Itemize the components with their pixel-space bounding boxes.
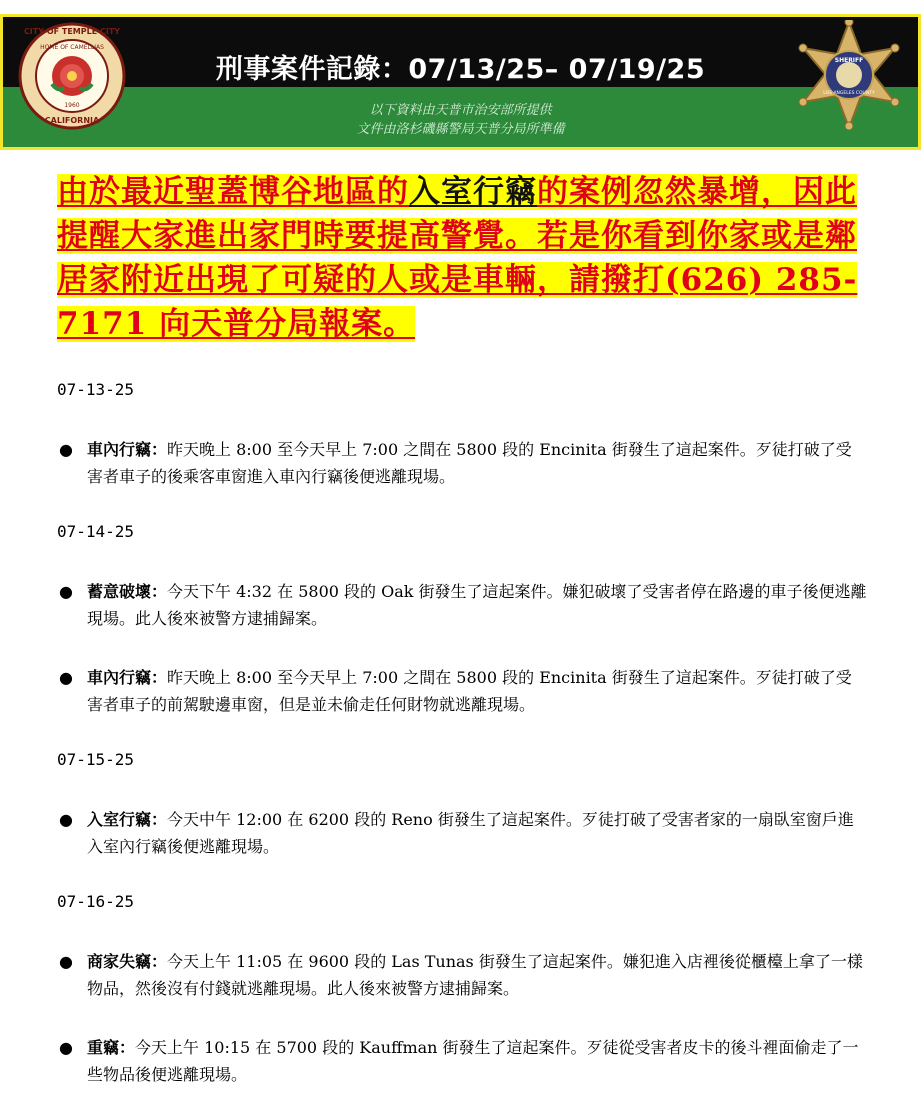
- seal-bottom-text: CALIFORNIA: [44, 116, 100, 125]
- date-heading: 07-13-25: [57, 380, 135, 399]
- seal-top-text: CITY OF TEMPLE CITY: [23, 27, 121, 36]
- incident-item: [57, 436, 867, 490]
- bullet-icon: ●: [59, 668, 73, 687]
- alert-text-part2: 的案例忽然暴增，因此提醒大家進出家門時要提高警覺。若是你看到你家或是鄰居家附近出現了可疑的人或是車輛，請撥打(626) 285-7171 向天普分局報案。: [57, 174, 858, 342]
- alert-text-highlight: 入室行竊: [409, 174, 537, 210]
- burglary-alert-notice: [57, 170, 865, 346]
- subtitle-line-1: 以下資料由天普市治安部所提供: [369, 103, 552, 118]
- date-heading: 07-14-25: [57, 522, 135, 541]
- bullet-icon: ●: [59, 582, 73, 601]
- incident-item: [57, 1034, 867, 1088]
- incident-type: 重竊：: [87, 1038, 136, 1057]
- bullet-icon: ●: [59, 810, 73, 829]
- temple-city-seal-icon: [18, 22, 126, 130]
- incident-description: 昨天晚上 8:00 至今天早上 7:00 之間在 5800 段的 Encinita 街發生了這起案件。歹徒打破了受害者車子的前駕駛邊車窗，但是並未偷走任何財物就逃離現場。: [87, 668, 852, 714]
- date-heading: 07-15-25: [57, 750, 135, 769]
- page-title: 刑事案件記錄：07/13/25– 07/19/25: [215, 54, 706, 85]
- badge-bottom-text: LOS ANGELES COUNTY: [823, 91, 875, 96]
- incident-type: 車內行竊：: [87, 668, 168, 687]
- incident-type: 車內行竊：: [87, 440, 168, 459]
- bullet-icon: ●: [59, 440, 73, 459]
- incident-description: 今天上午 11:05 在 9600 段的 Las Tunas 街發生了這起案件。嫌犯進入店裡後從櫃檯上拿了一樣物品，然後沒有付錢就逃離現場。此人後來被警方逮捕歸案。: [87, 952, 863, 998]
- incident-log: [57, 380, 867, 1120]
- sheriff-badge-icon: [795, 20, 903, 130]
- incident-item: [57, 948, 867, 1002]
- subtitle-line-2: 文件由洛杉磯縣警局天普分局所準備: [356, 122, 565, 137]
- seal-inner-text: HOME OF CAMELLIAS: [40, 44, 104, 51]
- incident-item: [57, 664, 867, 718]
- date-heading: 07-16-25: [57, 892, 135, 911]
- bullet-icon: ●: [59, 952, 73, 971]
- banner-subtitle: [133, 101, 788, 139]
- alert-text-part1: 由於最近聖蓋博谷地區的: [57, 174, 409, 210]
- incident-type: 入室行竊：: [87, 810, 168, 829]
- seal-year: 1960: [64, 102, 80, 109]
- incident-item: [57, 806, 867, 860]
- bullet-icon: ●: [59, 1038, 73, 1057]
- incident-type: 蓄意破壞：: [87, 582, 168, 601]
- incident-description: 昨天晚上 8:00 至今天早上 7:00 之間在 5800 段的 Encinita 街發生了這起案件。歹徒打破了受害者車子的後乘客車窗進入車內行竊後便逃離現場。: [87, 440, 852, 486]
- incident-description: 今天上午 10:15 在 5700 段的 Kauffman 街發生了這起案件。歹徒從受害者皮卡的後斗裡面偷走了一些物品後便逃離現場。: [87, 1038, 859, 1084]
- incident-item: [57, 578, 867, 632]
- incident-description: 今天下午 4:32 在 5800 段的 Oak 街發生了這起案件。嫌犯破壞了受害者停在路邊的車子後便逃離現場。此人後來被警方逮捕歸案。: [87, 582, 867, 628]
- header-banner: [0, 14, 921, 150]
- incident-description: 今天中午 12:00 在 6200 段的 Reno 街發生了這起案件。歹徒打破了受害者家的一扇臥室窗戶進入室內行竊後便逃離現場。: [87, 810, 854, 856]
- badge-top-text: SHERIFF: [834, 57, 864, 64]
- incident-type: 商家失竊：: [87, 952, 168, 971]
